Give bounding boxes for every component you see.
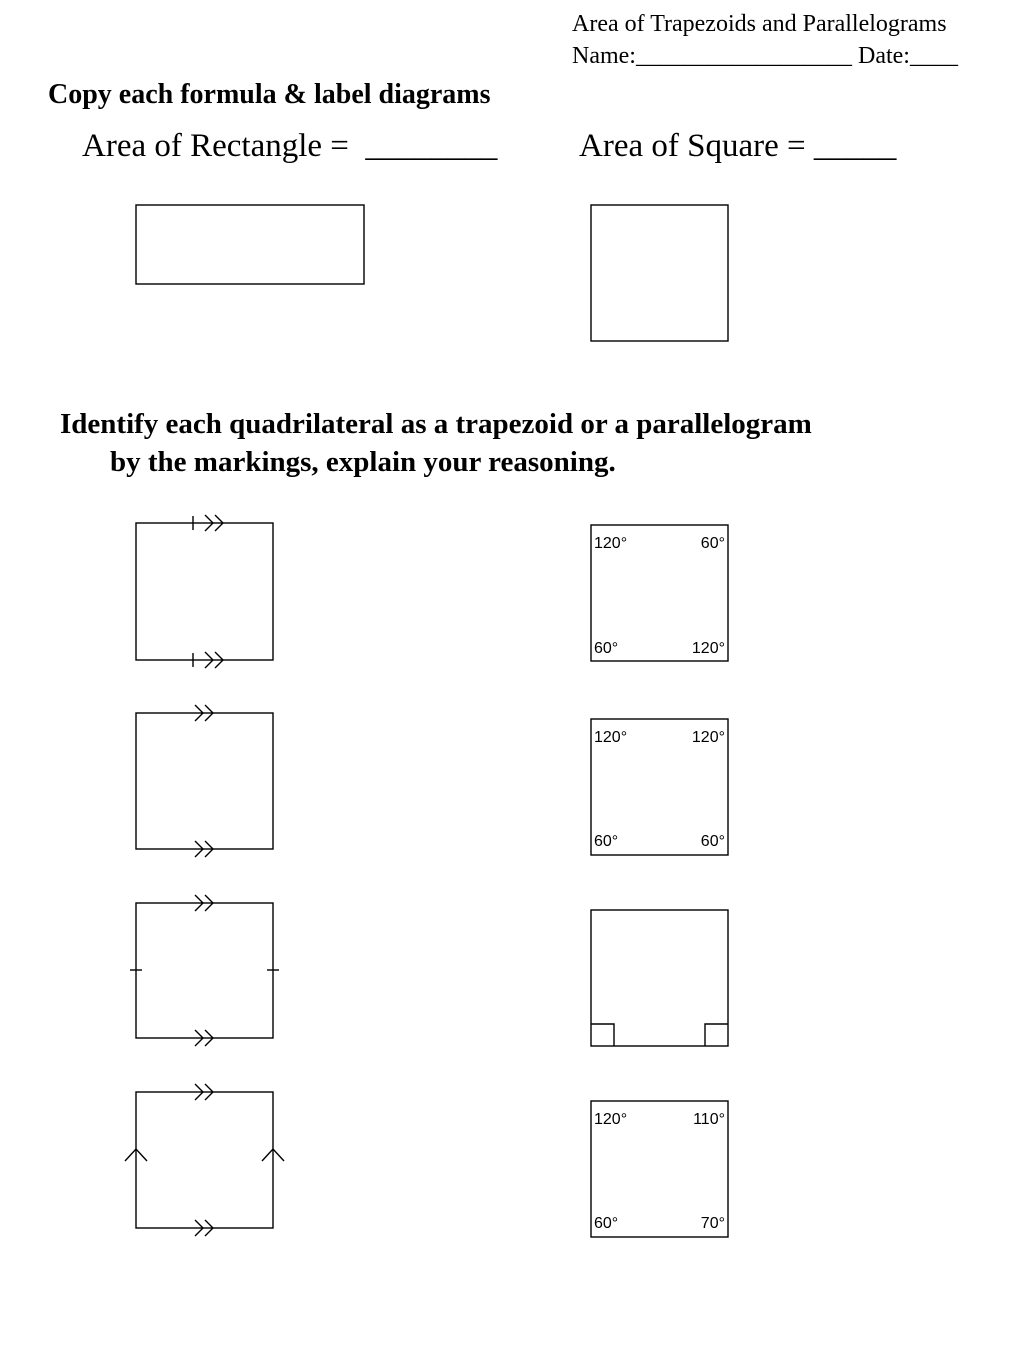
section2-heading-line1: Identify each quadrilateral as a trapezoid or a parallelogram xyxy=(60,408,812,440)
quadrilateral-6 xyxy=(591,910,728,1046)
quadrilateral-7 xyxy=(125,1084,284,1236)
right-angle-mark-right xyxy=(705,1024,728,1046)
angle-label-tl: 120° xyxy=(594,1111,628,1128)
angle-label-br: 120° xyxy=(691,640,725,657)
angle-label-tl: 120° xyxy=(594,535,628,552)
square-formula: Area of Square = _____ xyxy=(579,128,897,164)
angle-label-tr: 110° xyxy=(693,1111,725,1128)
angle-label-br: 60° xyxy=(700,833,725,850)
name-blank: __________________ xyxy=(635,43,852,69)
angle-label-br: 70° xyxy=(700,1215,725,1232)
worksheet-title: Area of Trapezoids and Parallelograms xyxy=(572,11,947,37)
angle-label-tl: 120° xyxy=(594,729,628,746)
quadrilateral-5 xyxy=(130,895,279,1046)
angle-label-bl: 60° xyxy=(594,1215,619,1232)
section1-heading: Copy each formula & label diagrams xyxy=(48,79,491,110)
angle-label-bl: 60° xyxy=(594,833,619,850)
angle-label-bl: 60° xyxy=(594,640,619,657)
angle-label-tr: 120° xyxy=(691,729,725,746)
rectangle-formula: Area of Rectangle = ________ xyxy=(82,128,498,164)
name-label: Name: xyxy=(572,43,636,69)
quadrilateral-8 xyxy=(591,1101,728,1237)
angle-label-tr: 60° xyxy=(700,535,725,552)
date-label: Date: xyxy=(857,43,910,69)
section2-heading-line2: by the markings, explain your reasoning. xyxy=(110,446,616,478)
rectangle-diagram xyxy=(136,205,364,284)
quadrilateral-3 xyxy=(136,705,273,857)
right-angle-mark-left xyxy=(591,1024,614,1046)
quadrilateral-4 xyxy=(591,719,728,855)
quadrilateral-2 xyxy=(591,525,728,661)
quadrilateral-1 xyxy=(136,515,273,668)
date-blank: ____ xyxy=(909,43,958,69)
square-diagram xyxy=(591,205,728,341)
